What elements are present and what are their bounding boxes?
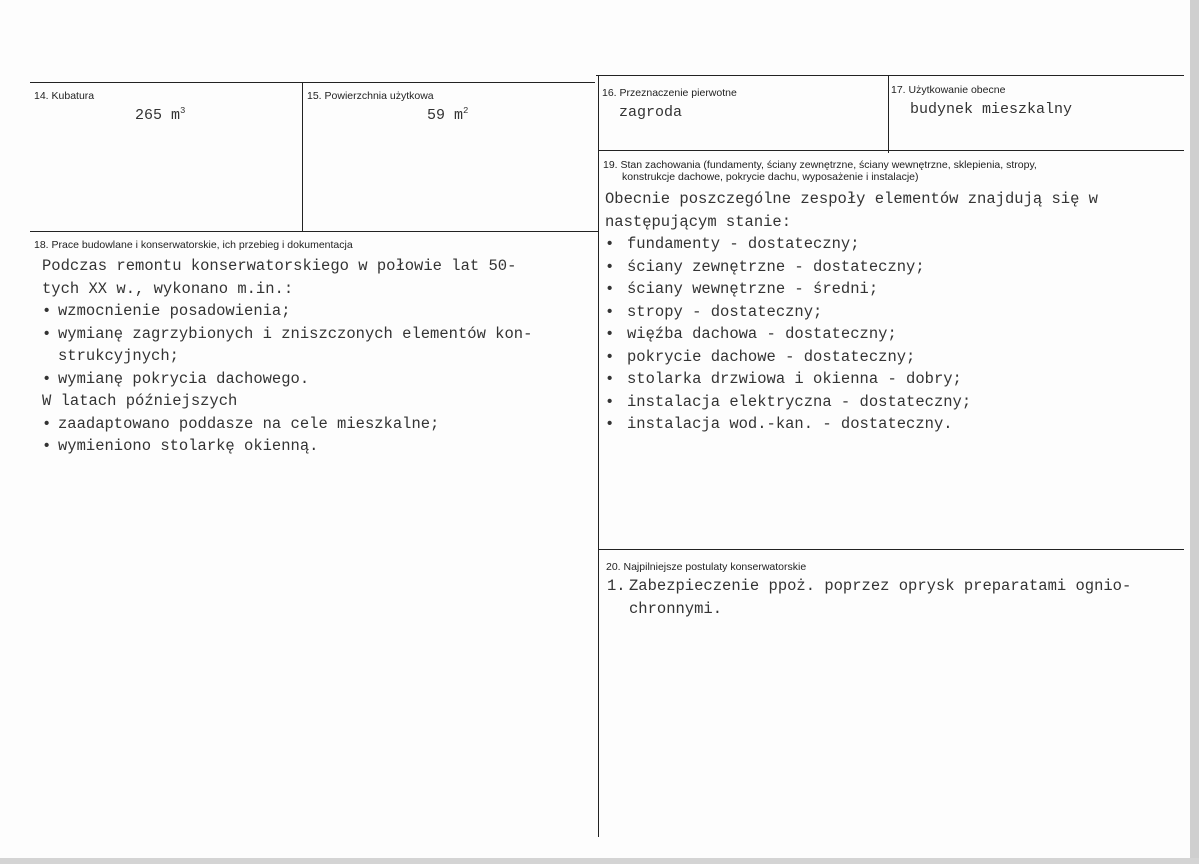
list-item: • wymieniono stolarkę okienną. <box>42 435 594 458</box>
list-item: • ściany zewnętrzne - dostateczny; <box>605 256 1185 279</box>
field-14-value <box>135 106 185 124</box>
list-item: • zaadaptowano poddasze na cele mieszkalne; <box>42 413 594 436</box>
rule-above-20 <box>598 549 1184 550</box>
list-item: • stropy - dostateczny; <box>605 301 1185 324</box>
list-item: • fundamenty - dostateczny; <box>605 233 1185 256</box>
postulat-number: 1. <box>607 577 626 595</box>
scan-edge-right <box>1190 0 1199 864</box>
list-item: • instalacja wod.-kan. - dostateczny. <box>605 413 1185 436</box>
field-17-value: budynek mieszkalny <box>910 101 1073 118</box>
list-item: 1. Zabezpieczenie ppoż. poprzez oprysk preparatami ognio- chronnymi. <box>607 577 1132 618</box>
prace-intro-line: tych XX w., wykonano m.in.: <box>42 279 294 298</box>
rule-top-left <box>30 82 595 83</box>
list-item: • więźba dachowa - dostateczny; <box>605 323 1185 346</box>
divider-14-15 <box>302 82 303 232</box>
field-16-value: zagroda <box>619 104 683 121</box>
divider-16-17 <box>888 75 889 153</box>
field-18-label: 18. Prace budowlane i konserwatorskie, ich przebieg i dokumentacja <box>34 239 353 251</box>
field-15-value <box>427 106 468 124</box>
rule-above-19 <box>598 150 1184 151</box>
list-item: • pokrycie dachowe - dostateczny; <box>605 346 1185 369</box>
field-19-text <box>605 188 1185 436</box>
rule-above-18 <box>30 231 598 232</box>
list-item: • wymianę pokrycia dachowego. <box>42 368 594 391</box>
prace-intro-line: Podczas remontu konserwatorskiego w połowie lat 50- <box>42 257 517 275</box>
stan-label-line1: 19. Stan zachowania (fundamenty, ściany zewnętrzne, ściany wewnętrzne, sklepienia, stropy, <box>603 159 1037 171</box>
field-16-label: 16. Przeznaczenie pierwotne <box>602 87 737 99</box>
field-15-label: 15. Powierzchnia użytkowa <box>307 90 434 102</box>
powierzchnia-exponent: 2 <box>463 106 469 116</box>
prace-list-a <box>42 300 594 458</box>
scan-edge-bottom <box>0 858 1199 864</box>
kubatura-value: 265 m <box>135 107 181 124</box>
field-18-text <box>42 255 594 300</box>
prace-later-heading: W latach późniejszych <box>42 392 238 410</box>
divider-main <box>598 75 599 837</box>
stan-intro-line: następującym stanie: <box>605 212 792 231</box>
list-item: • wymianę zagrzybionych i zniszczonych elementów kon- strukcyjnych; <box>42 323 594 368</box>
list-item: • stolarka drzwiowa i okienna - dobry; <box>605 368 1185 391</box>
field-19-label <box>603 159 1037 183</box>
field-17-label: 17. Użytkowanie obecne <box>891 84 1006 96</box>
field-14-label: 14. Kubatura <box>34 90 95 102</box>
powierzchnia-value: 59 m <box>427 107 464 124</box>
list-item: • wzmocnienie posadowienia; <box>42 300 594 323</box>
field-20-text <box>607 575 1187 620</box>
list-item: • ściany wewnętrzne - średni; <box>605 278 1185 301</box>
stan-label-line2: konstrukcje dachowe, pokrycie dachu, wyposażenie i instalacje) <box>622 171 919 183</box>
stan-intro-line: Obecnie poszczególne zespoły elementów znajdują się w <box>605 190 1098 208</box>
kubatura-exponent: 3 <box>180 106 186 116</box>
list-item: • instalacja elektryczna - dostateczny; <box>605 391 1185 414</box>
field-20-label: 20. Najpilniejsze postulaty konserwatorskie <box>606 561 807 573</box>
rule-top-right <box>596 75 1184 76</box>
